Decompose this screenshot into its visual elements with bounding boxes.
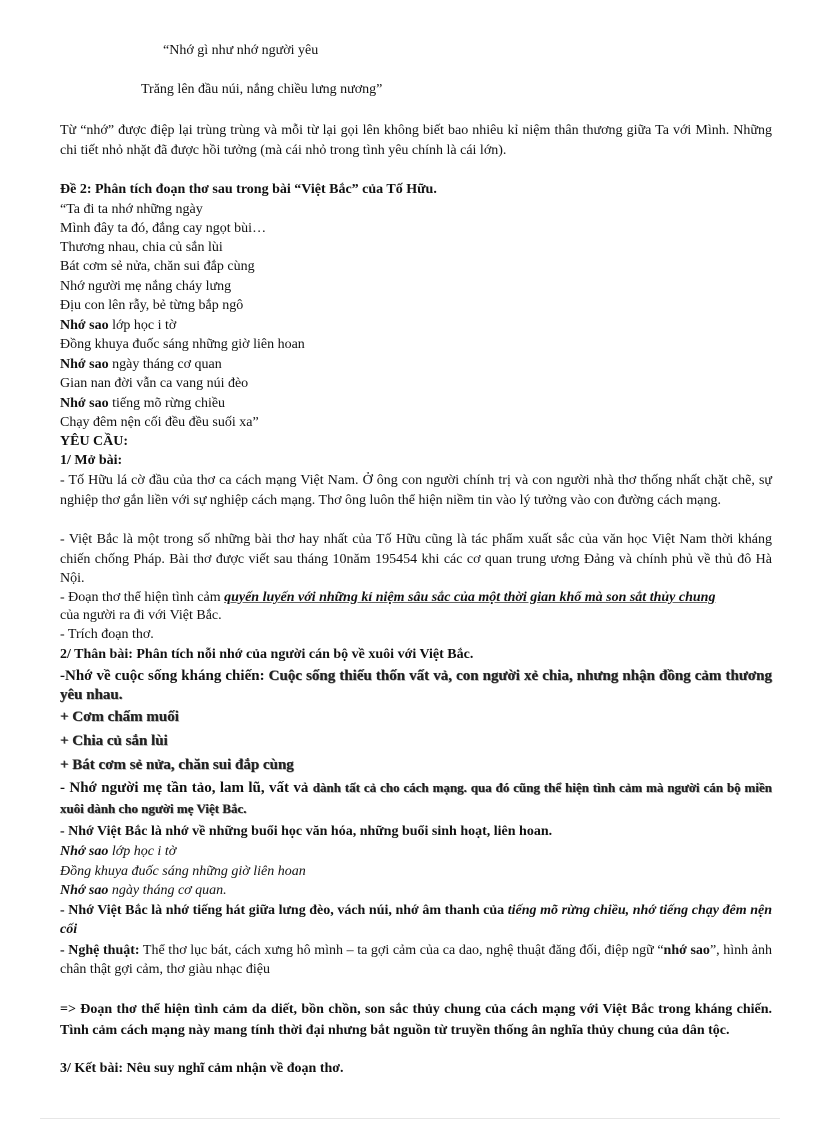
wartime-life-paragraph: -Nhớ về cuộc sống kháng chiến: Cuộc sống thiếu thốn vất vả, con người xẻ chia, nhưng nhận đồng cảm thương yêu nhau. xyxy=(60,668,772,703)
intro-verse-1: “Nhớ gì như nhớ người yêu xyxy=(163,43,319,58)
poem-line: Đồng khuya đuốc sáng những giờ liên hoan xyxy=(60,337,305,352)
mother-paragraph: - Nhớ người mẹ tần tảo, lam lũ, vất vả dành tất cả cho cách mạng. qua đó cũng thể hiện tình cảm mà người cán bộ miền xuôi dành cho người mẹ Việt Bắc. xyxy=(60,780,772,816)
poem-line: Gian nan đời vẫn ca vang núi đèo xyxy=(60,376,249,391)
conclusion-paragraph: => Đoạn thơ thể hiện tình cảm da diết, bồn chồn, son sắc thủy chung của cách mạng với Việt Bắc trong kháng chiến. Tình cảm cách mạng này mang tính thời đại nhưng bắt nguồn từ truyền thống ân nghĩa thủy chung của dân tộc. xyxy=(60,1002,772,1038)
poem-line: Nhớ sao lớp học i tờ xyxy=(60,318,177,333)
opening-paragraph-3-end: của người ra đi với Việt Bắc. xyxy=(60,608,222,623)
requirements-heading: YÊU CẦU: xyxy=(60,434,129,449)
poem-line: Nhớ sao ngày tháng cơ quan xyxy=(60,357,222,372)
intro-verse-2: Trăng lên đầu núi, nắng chiều lưng nương” xyxy=(141,82,383,97)
quote-line-3: Nhớ sao ngày tháng cơ quan. xyxy=(60,883,227,898)
poem-line: Thương nhau, chia củ sắn lùi xyxy=(60,240,223,255)
quote-line-1: Nhớ sao lớp học i tờ xyxy=(60,844,177,859)
list-item: + Chia củ sắn lùi xyxy=(60,733,168,749)
list-item: + Bát cơm sẻ nửa, chăn sui đắp cùng xyxy=(60,757,294,773)
intro-comment: Từ “nhớ” được điệp lại trùng trùng và mỗi từ lại gọi lên không biết bao nhiêu kỉ niệm thân thương giữa Ta với Mình. Những chi tiết nhỏ nhặt đã được hồi tưởng (mà cái nhỏ trong tình yêu chính là cái lớn). xyxy=(60,123,772,158)
opening-paragraph-4: - Trích đoạn thơ. xyxy=(60,627,154,642)
opening-paragraph-1: - Tố Hữu lá cờ đầu của thơ ca cách mạng Việt Nam. Ở ông con người chính trị và con người nhà thơ thống nhất chặt chẽ, sự nghiệp thơ gắn liền với sự nghiệp cách mạng. Thơ ông luôn thể hiện niềm tin vào lý tưởng vào con đường cách mạng. xyxy=(60,473,772,508)
poem-line: Bát cơm sẻ nửa, chăn sui đắp cùng xyxy=(60,259,255,274)
opening-heading: 1/ Mở bài: xyxy=(60,453,123,468)
study-paragraph: - Nhớ Việt Bắc là nhớ về những buổi học văn hóa, những buổi sinh hoạt, liên hoan. xyxy=(60,824,553,839)
poem-line: Địu con lên rẫy, bẻ từng bắp ngô xyxy=(60,298,244,313)
de2-title: Đề 2: Phân tích đoạn thơ sau trong bài “Việt Bắc” của Tố Hữu. xyxy=(60,182,437,197)
list-item: + Cơm chấm muối xyxy=(60,709,179,725)
page-bottom-divider xyxy=(40,1118,780,1119)
poem-line: “Ta đi ta nhớ những ngày xyxy=(60,202,203,217)
poem-line: Nhớ sao tiếng mõ rừng chiều xyxy=(60,396,226,411)
poem-line: Chạy đêm nện cối đều đều suối xa” xyxy=(60,415,259,430)
opening-paragraph-3: - Đoạn thơ thể hiện tình cảm quyến luyến với những kỉ niệm sâu sắc của một thời gian khổ mà son sắt thủy chung xyxy=(60,590,716,605)
ending-heading: 3/ Kết bài: Nêu suy nghĩ cảm nhận về đoạn thơ. xyxy=(60,1061,344,1076)
poem-line: Mình đây ta đó, đắng cay ngọt bùi… xyxy=(60,221,267,236)
body-heading: 2/ Thân bài: Phân tích nỗi nhớ của người cán bộ về xuôi với Việt Bắc. xyxy=(60,647,474,662)
poem-line: Nhớ người mẹ nắng cháy lưng xyxy=(60,279,232,294)
art-paragraph: - Nghệ thuật: Thể thơ lục bát, cách xưng hô mình – ta gợi cảm của ca dao, nghệ thuật đăng đối, điệp ngữ “nhớ sao”, hình ảnh chân thật gợi cảm, thơ giàu nhạc điệu xyxy=(60,943,772,977)
song-paragraph: - Nhớ Việt Bắc là nhớ tiếng hát giữa lưng đèo, vách núi, nhớ âm thanh của tiếng mõ rừng chiều, nhớ tiếng chạy đêm nện cối xyxy=(60,903,772,937)
quote-line-2: Đồng khuya đuốc sáng những giờ liên hoan xyxy=(60,864,306,879)
opening-paragraph-2: - Việt Bắc là một trong số những bài thơ hay nhất của Tố Hữu cũng là tác phẩm xuất sắc của văn học Việt Nam thời kháng chiến chống Pháp. Bài thơ được viết sau tháng 10năm 195454 khi các cơ quan trung ương Đảng và chính phủ về thủ đô Hà Nội. xyxy=(60,532,772,586)
